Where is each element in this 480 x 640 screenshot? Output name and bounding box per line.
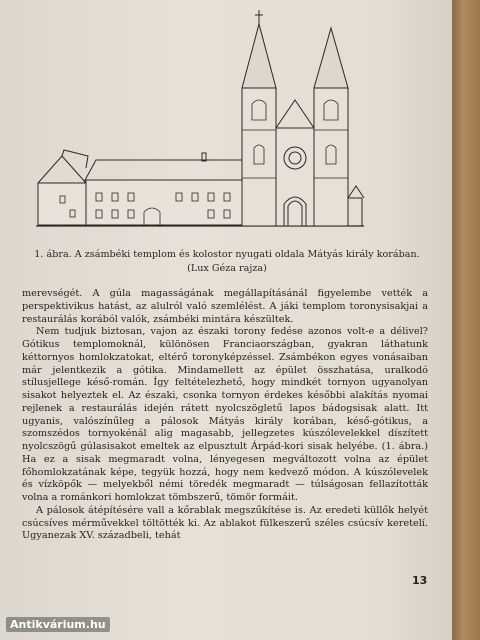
paragraph: A pálosok átépítésére vall a kőrablak megszűkítése is. Az eredeti küllők helyét csúcsíves mérművekkel töltötték ki. Az ablakot fülkeszerű széles csúcsív keretelí. Ugyanezak XV. századbeli, tehát — [22, 504, 428, 542]
paragraph: merevségét. A gúla magasságának megállapításánál figyelembe vették a perspektivikus hatást, az alulról való szemlélést. A jáki templom toronysisakjai a restaurálás korából valók, zsámbéki mintára készültek. — [22, 288, 428, 325]
paragraph: Nem tudjuk biztosan, vajon az északi torony fedése azonos volt-e a délivel? Gótikus templomoknál, különösen Franciaországban, gyakran láthatunk kéttornyos homlokzatokat, eltérő toronyképzéssel. Zsámbékon egyes vonásaiban már jelentkezik a gótika. Mindamellett az épület összhatása, uralkodó stílusjellege késő-román. Így feltételezhető, hogy mindkét tornyon ugyanolyan sisakot helyeztek el. Az északi, csonka tornyon érdekes későbbi alakítás nyomai rejlenek a restaurálás idején rátett nyolcszögletű lapos bádogsisak alatt. Itt ugyanis, valószínűleg a pálosok Mátyás király korában, késő-gótikus, a szomszédos tornyokénál alig magasabb, jellegzetes kúszólevelekkel díszített nyolcszögű gúlasisakot emeltek az elpusztult Árpád-kori sisak helyébe. (1. ábra.) Ha ez a sisak megmaradt volna, lényegesen megváltozott volna az épület főhomlokzatának képe, tegyük hozzá, hogy nem kedvező módon. A kúszólevelek és vízköpők — melyekből némi töredék megmaradt — túlságosan fellazították volna a románkori homlokzat tömbszerű, tömör formáit. — [22, 326, 428, 503]
body-text — [22, 288, 428, 543]
page-number: 13 — [412, 574, 428, 587]
figure-caption: 1. ábra. A zsámbéki templom és kolostor nyugati oldala Mátyás király korában. (Lux Géza rajza) — [34, 249, 420, 274]
book-spine — [452, 0, 480, 640]
church-illustration — [34, 8, 394, 240]
watermark: Antikvárium.hu — [6, 617, 110, 632]
